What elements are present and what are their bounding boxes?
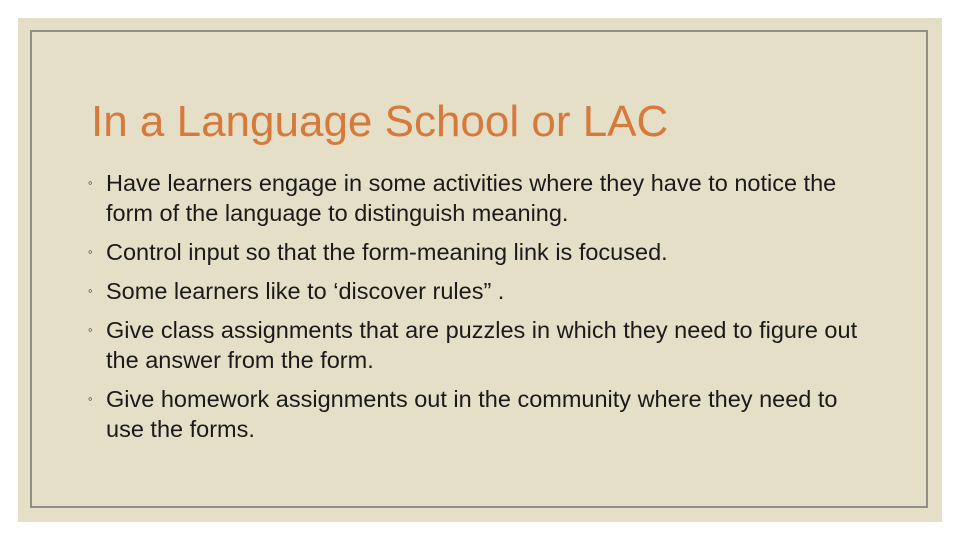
bullet-item bbox=[88, 276, 858, 306]
slide bbox=[18, 18, 942, 522]
bullet-text: Give class assignments that are puzzles in which they need to figure out the answer from the form. bbox=[106, 317, 858, 373]
bullet-text: Give homework assignments out in the community where they need to use the forms. bbox=[106, 386, 838, 442]
bullet-text: Some learners like to ‘discover rules” . bbox=[106, 278, 505, 304]
bullet-item bbox=[88, 384, 858, 444]
bullet-list bbox=[88, 168, 858, 453]
bullet-item bbox=[88, 168, 858, 228]
bullet-circle-icon: ◦ bbox=[88, 175, 93, 190]
bullet-circle-icon: ◦ bbox=[88, 283, 93, 298]
bullet-circle-icon: ◦ bbox=[88, 391, 93, 406]
slide-title: In a Language School or LAC bbox=[91, 97, 669, 146]
bullet-text: Have learners engage in some activities where they have to notice the form of the language to distinguish meaning. bbox=[106, 170, 837, 226]
bullet-text: Control input so that the form-meaning link is focused. bbox=[106, 239, 668, 265]
bullet-circle-icon: ◦ bbox=[88, 244, 93, 259]
bullet-circle-icon: ◦ bbox=[88, 322, 93, 337]
bullet-item bbox=[88, 237, 858, 267]
bullet-item bbox=[88, 315, 858, 375]
